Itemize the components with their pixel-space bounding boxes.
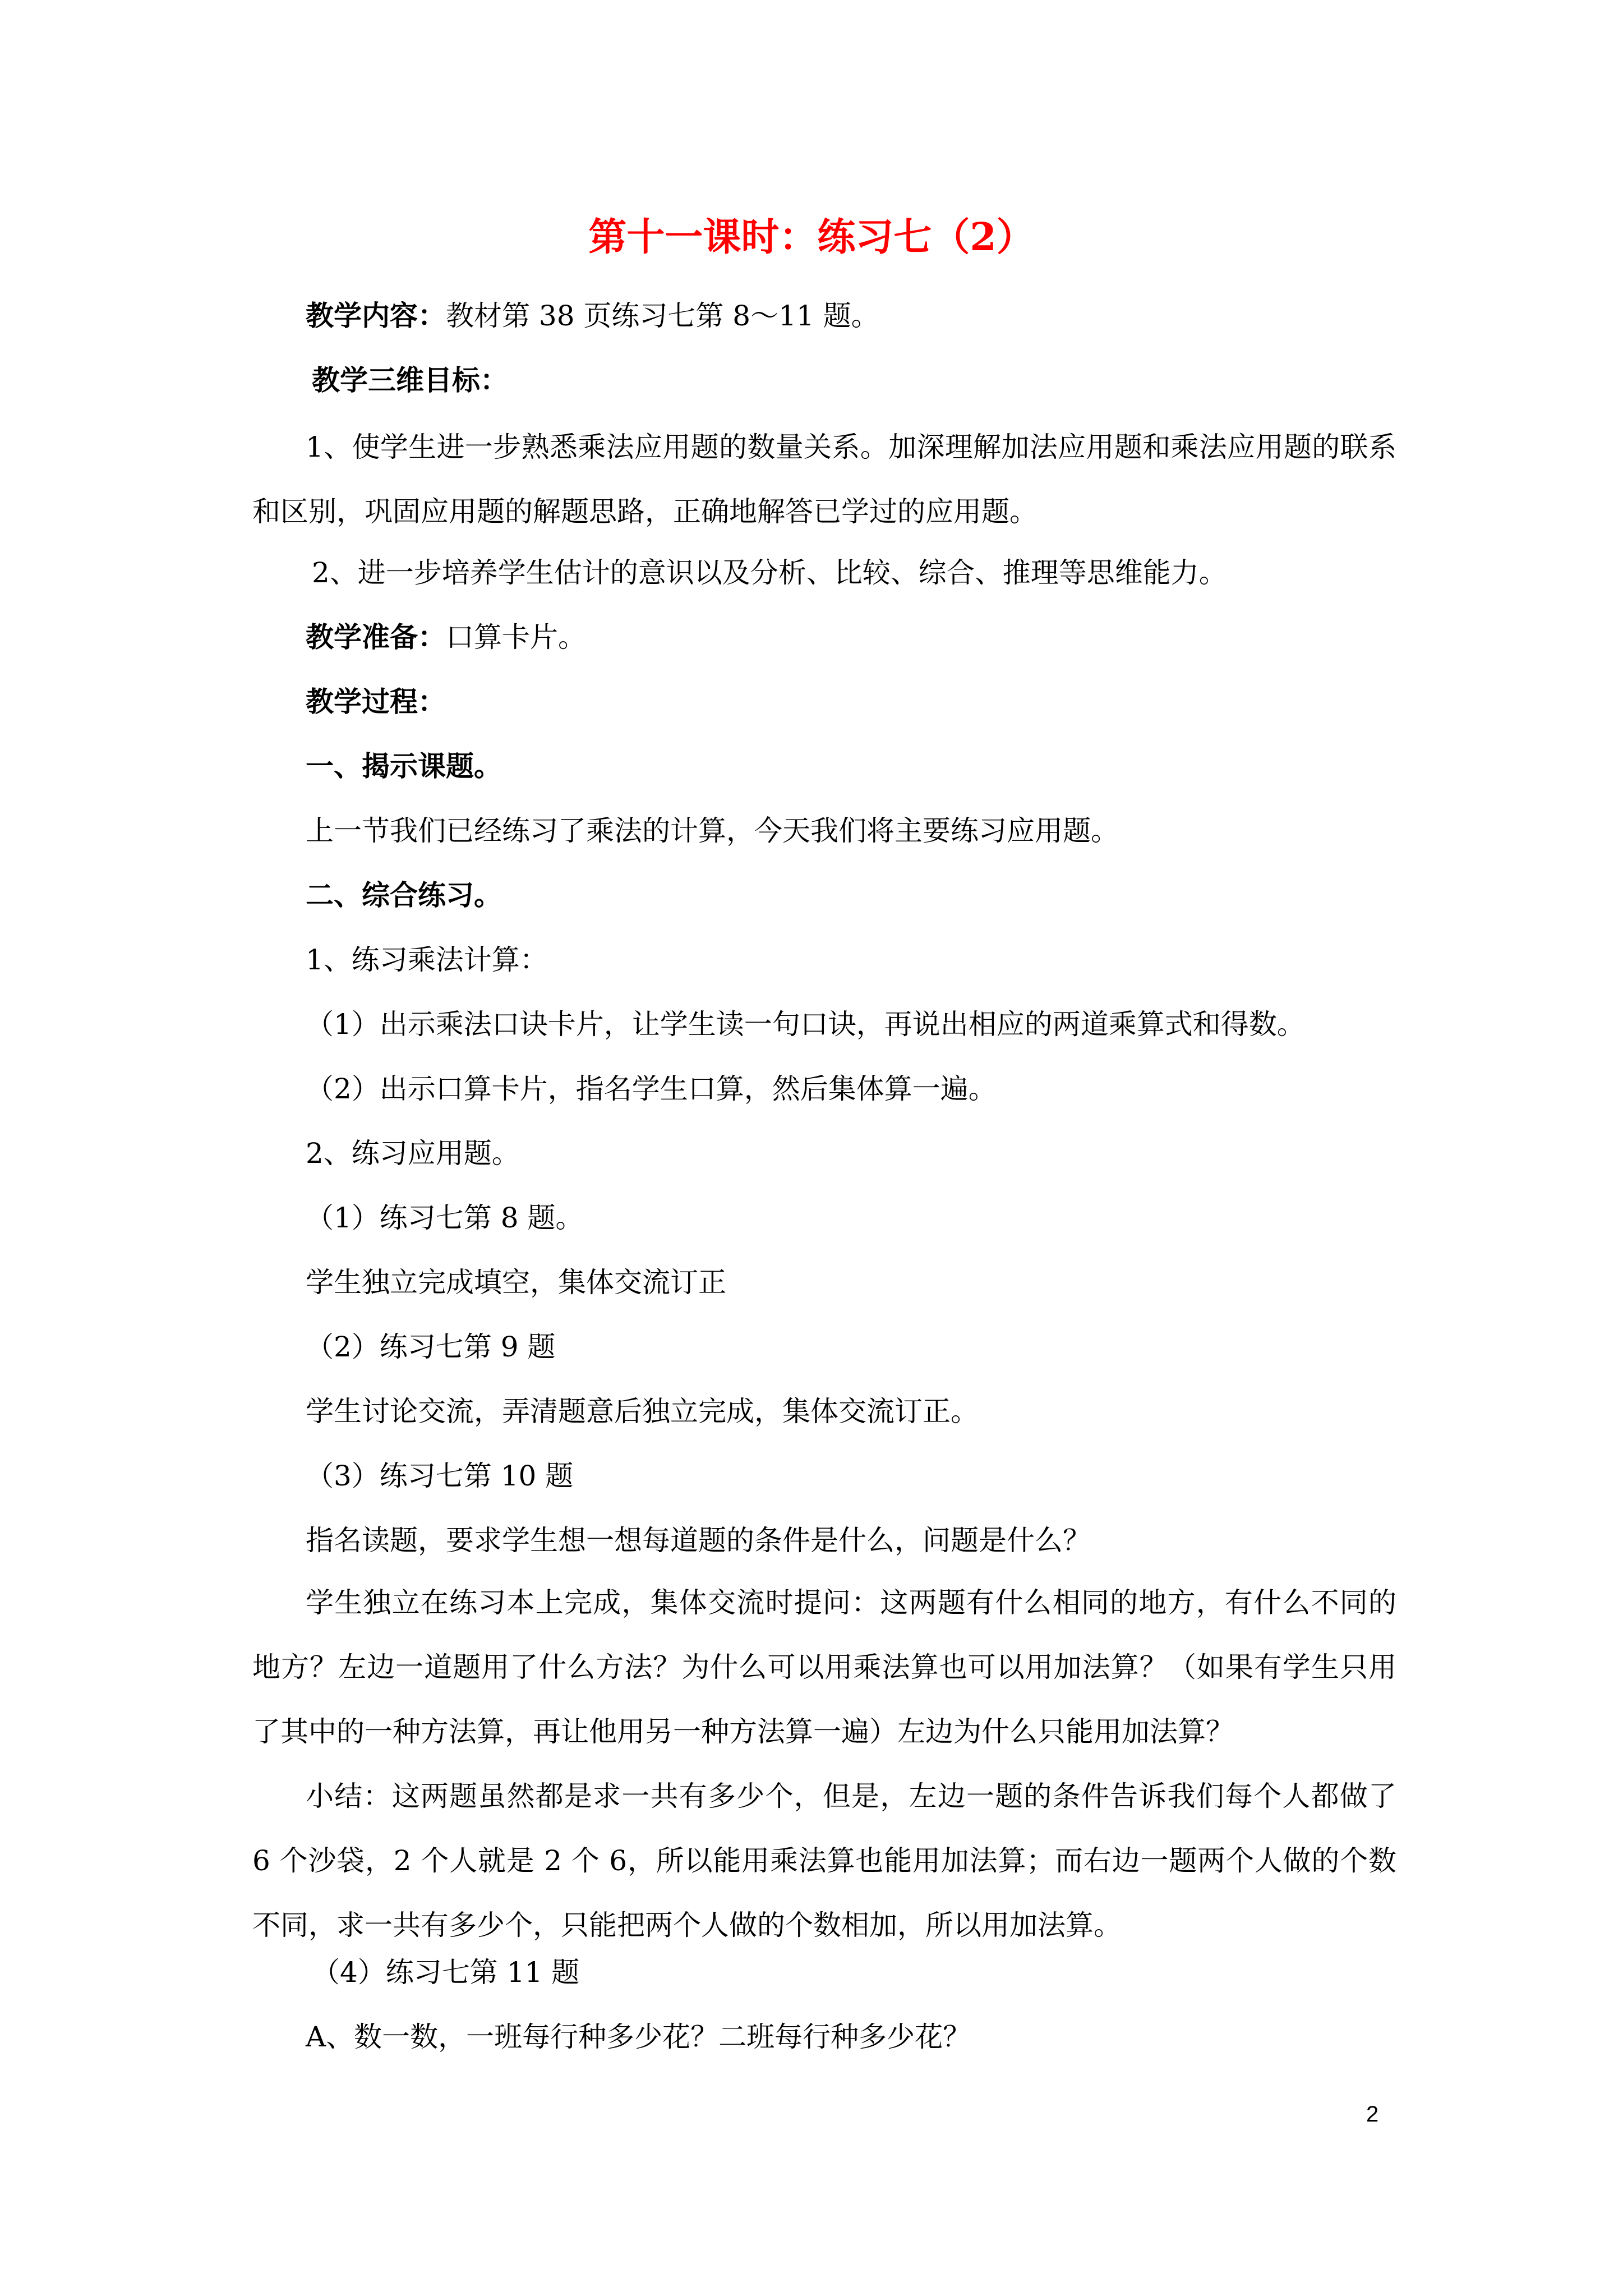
goals-heading: 教学三维目标： (312, 364, 508, 397)
teaching-content (306, 296, 879, 335)
exercise-10-text-2: 学生独立在练习本上完成，集体交流时提问：这两题有什么相同的地方，有什么不同的地方？左边一道题用了什么方法？为什么可以用乘法算也可以用加法算？（如果有学生只用了其中的一种方法算，再让他用另一种方法算一遍）左边为什么只能用加法算？ (252, 1586, 1396, 1748)
exercise-8-text: 学生独立完成填空，集体交流订正 (306, 1266, 726, 1299)
teaching-prep (306, 618, 586, 657)
teaching-content-text: 教材第 38 页练习七第 8～11 题。 (446, 300, 879, 332)
exercise-8: （1）练习七第 8 题。 (306, 1202, 584, 1234)
page-title: 第十一课时：练习七（2） (588, 215, 1035, 260)
goal-1: 1、使学生进一步熟悉乘法应用题的数量关系。加深理解加法应用题和乘法应用题的联系和区别，巩固应用题的解题思路，正确地解答已学过的应用题。 (252, 431, 1396, 528)
process-heading: 教学过程： (306, 685, 446, 718)
teaching-prep-text: 口算卡片。 (446, 621, 586, 654)
section-2-heading: 二、综合练习。 (306, 878, 502, 912)
exercise-11: （4）练习七第 11 题 (312, 1956, 580, 1989)
teaching-content-label: 教学内容： (306, 299, 446, 332)
item-2: 2、练习应用题。 (306, 1137, 520, 1170)
exercise-11-a: A、数一数，一班每行种多少花？二班每行种多少花？ (306, 2021, 971, 2053)
section-1-heading: 一、揭示课题。 (306, 749, 502, 783)
summary: 小结：这两题虽然都是求一共有多少个，但是，左边一题的条件告诉我们每个人都做了 6 个沙袋，2 个人就是 2 个 6，所以能用乘法算也能用加法算；而右边一题两个人做的个数不同，求一共有多少个，只能把两个人做的个数相加，所以用加法算。 (252, 1780, 1396, 1941)
item-1: 1、练习乘法计算： (306, 944, 548, 976)
section-1-text: 上一节我们已经练习了乘法的计算，今天我们将主要练习应用题。 (306, 815, 1119, 847)
item-1-2: （2）出示口算卡片，指名学生口算，然后集体算一遍。 (306, 1073, 997, 1105)
exercise-9-text: 学生讨论交流，弄清题意后独立完成，集体交流订正。 (306, 1395, 979, 1428)
page-number: 2 (1366, 2102, 1379, 2127)
exercise-9: （2）练习七第 9 题 (306, 1331, 556, 1363)
exercise-10-text-1: 指名读题，要求学生想一想每道题的条件是什么，问题是什么？ (306, 1524, 1091, 1557)
goal-2: 2、进一步培养学生估计的意识以及分析、比较、综合、推理等思维能力。 (312, 556, 1227, 589)
teaching-prep-label: 教学准备： (306, 620, 446, 654)
exercise-10: （3）练习七第 10 题 (306, 1460, 574, 1492)
item-1-1: （1）出示乘法口诀卡片，让学生读一句口诀，再说出相应的两道乘算式和得数。 (306, 1008, 1305, 1041)
